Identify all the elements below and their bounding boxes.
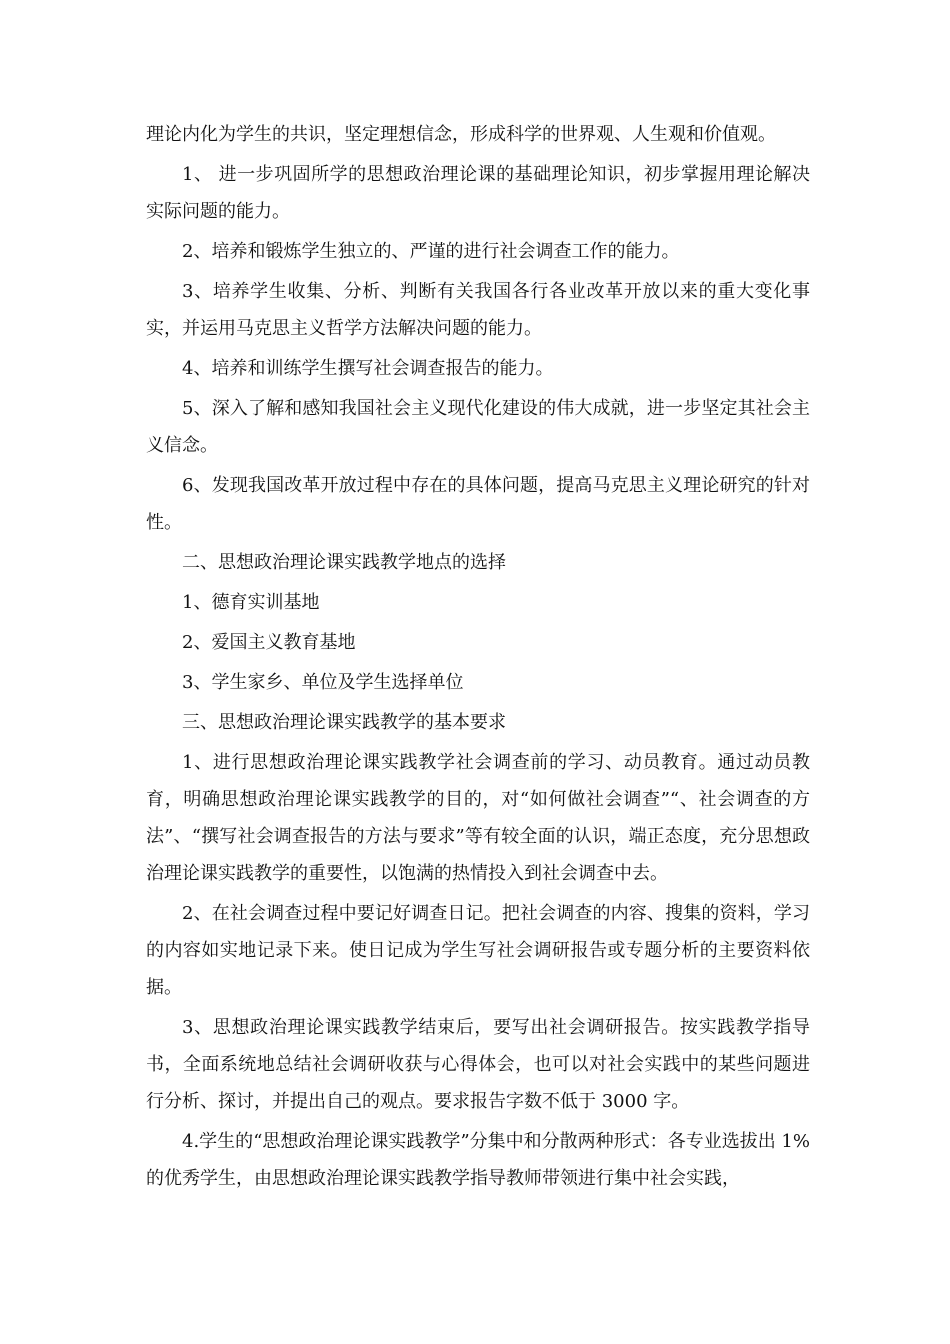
location-item-3: 3、学生家乡、单位及学生选择单位 xyxy=(182,672,464,693)
section-heading-3: 三、思想政治理论课实践教学的基本要求 xyxy=(182,712,506,733)
location-item-2: 2、爱国主义教育基地 xyxy=(182,632,356,653)
requirement-item-4: 4.学生的“思想政治理论课实践教学”分集中和分散两种形式：各专业选拔出 1%的优秀学生，由思想政治理论课实践教学指导教师带领进行集中社会实践， xyxy=(146,1131,810,1189)
paragraph-item-2: 2、培养和锻炼学生独立的、严谨的进行社会调查工作的能力。 xyxy=(182,241,680,262)
requirement-item-3: 3、思想政治理论课实践教学结束后，要写出社会调研报告。按实践教学指导书，全面系统地总结社会调研收获与心得体会，也可以对社会实践中的某些问题进行分析、探讨，并提出自己的观点。要求报告字数不低于 3000 字。 xyxy=(146,1017,810,1112)
paragraph-item-1: 1、 进一步巩固所学的思想政治理论课的基础理论知识，初步掌握用理论解决实际问题的能力。 xyxy=(146,164,810,222)
paragraph-item-3: 3、培养学生收集、分析、判断有关我国各行各业改革开放以来的重大变化事实，并运用马克思主义哲学方法解决问题的能力。 xyxy=(146,281,810,339)
paragraph-item-4: 4、培养和训练学生撰写社会调查报告的能力。 xyxy=(182,358,554,379)
paragraph-intro: 理论内化为学生的共识，坚定理想信念，形成科学的世界观、人生观和价值观。 xyxy=(146,124,776,145)
requirement-item-2: 2、在社会调查过程中要记好调查日记。把社会调查的内容、搜集的资料，学习的内容如实地记录下来。使日记成为学生写社会调研报告或专题分析的主要资料依据。 xyxy=(146,903,810,998)
paragraph-item-5: 5、深入了解和感知我国社会主义现代化建设的伟大成就，进一步坚定其社会主义信念。 xyxy=(146,398,810,456)
location-item-1: 1、德育实训基地 xyxy=(182,592,320,613)
requirement-item-1: 1、进行思想政治理论课实践教学社会调查前的学习、动员教育。通过动员教育，明确思想政治理论课实践教学的目的，对“如何做社会调查”“、社会调查的方法”、“撰写社会调查报告的方法与要求”等有较全面的认识，端正态度，充分思想政治理论课实践教学的重要性，以饱满的热情投入到社会调查中去。 xyxy=(146,752,810,884)
paragraph-item-6: 6、发现我国改革开放过程中存在的具体问题，提高马克思主义理论研究的针对性。 xyxy=(146,475,810,533)
document-body xyxy=(146,116,810,1197)
section-heading-2: 二、思想政治理论课实践教学地点的选择 xyxy=(182,552,506,573)
